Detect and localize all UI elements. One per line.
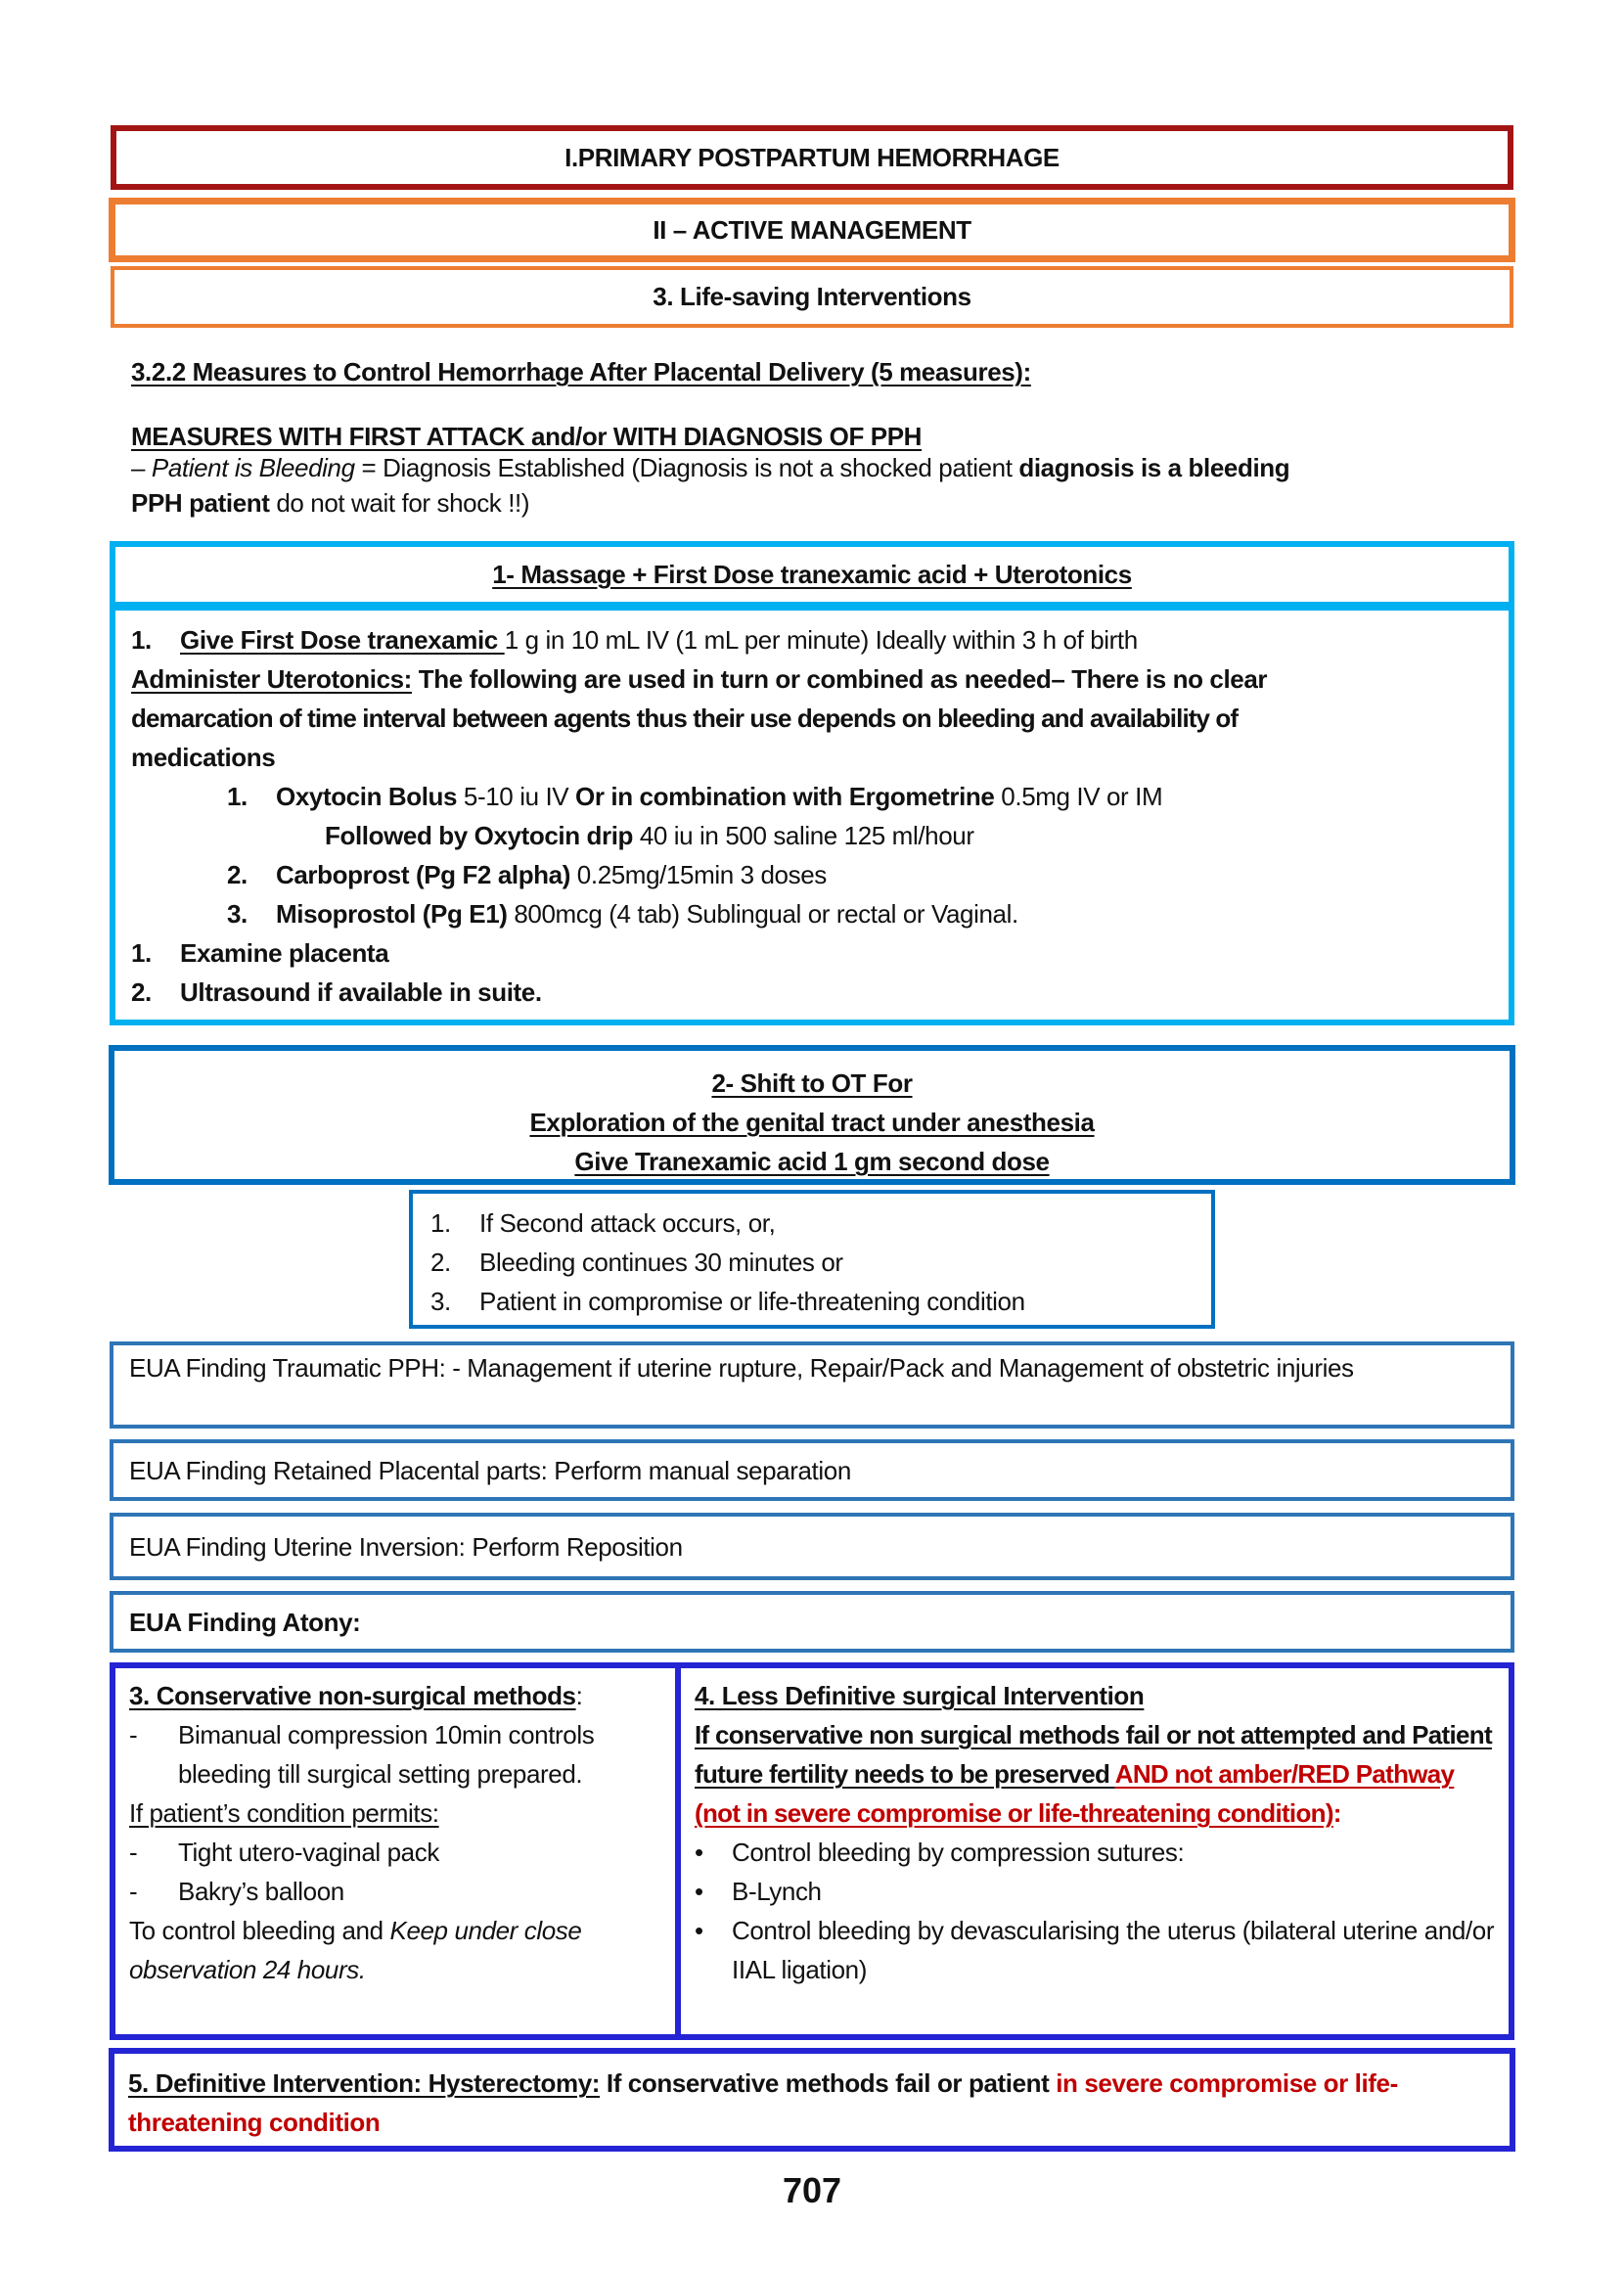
bullet-text: Control bleeding by compression sutures: bbox=[732, 1838, 1185, 1867]
step2-line: Exploration of the genital tract under anesthesia bbox=[529, 1108, 1095, 1137]
item-number: 1. bbox=[430, 1208, 451, 1238]
drug-oxytocin bbox=[131, 777, 1509, 816]
title-life-saving-text: 3. Life-saving Interventions bbox=[653, 282, 971, 311]
item-number: 3. bbox=[430, 1287, 451, 1316]
drip-text: 40 iu in 500 saline 125 ml/hour bbox=[633, 821, 974, 850]
section-heading: 3.2.2 Measures to Control Hemorrhage After Placental Delivery (5 measures): bbox=[131, 357, 1031, 386]
item-number: 1. bbox=[131, 938, 152, 968]
step5-text: If conservative methods fail or patient bbox=[600, 2068, 1057, 2098]
closing-text: To control bleeding and bbox=[129, 1916, 390, 1945]
drug-dose: 0.25mg/15min 3 doses bbox=[569, 860, 827, 889]
eua-inversion bbox=[110, 1513, 1514, 1580]
drug-misoprostol bbox=[131, 894, 1509, 933]
closing-italic: Keep under close observation 24 hours. bbox=[129, 1916, 582, 1984]
step3-item bbox=[129, 1872, 661, 1911]
step4-bullet-item bbox=[695, 1872, 1495, 1911]
eua-atony bbox=[110, 1591, 1514, 1653]
bullet-text: Control bleeding by devascularising the uterus (bilateral uterine and/or IIAL ligation) bbox=[732, 1916, 1495, 1984]
item-number: 2. bbox=[131, 977, 152, 1007]
eua-retained-text: EUA Finding Retained Placental parts: Perform manual separation bbox=[129, 1456, 851, 1485]
drip-label: Followed by Oxytocin drip bbox=[325, 821, 634, 850]
tail-item bbox=[131, 973, 1509, 1012]
step3-item bbox=[129, 1715, 661, 1793]
drug-name: Misoprostol (Pg E1) bbox=[276, 899, 508, 929]
drug-name: Oxytocin Bolus bbox=[276, 782, 458, 811]
step4-condition-text: If conservative non surgical methods fail or not attempted and Patient future fertility needs to be preserved bbox=[695, 1720, 1492, 1789]
step1-body bbox=[110, 605, 1514, 1025]
tail-text: Examine placenta bbox=[180, 938, 389, 968]
bullet-icon: • bbox=[695, 1916, 703, 1945]
drug-combination-dose: 0.5mg IV or IM bbox=[994, 782, 1163, 811]
title-active-management bbox=[109, 198, 1515, 262]
eua-traumatic bbox=[110, 1341, 1514, 1429]
step4-condition bbox=[695, 1715, 1495, 1833]
step3-heading bbox=[129, 1676, 661, 1715]
section-intro bbox=[131, 450, 1520, 521]
intro-dash: – bbox=[131, 453, 152, 482]
step5-red-text: in severe compromise or life-threatening condition bbox=[128, 2068, 1398, 2137]
step4-bullet-item bbox=[695, 1911, 1495, 1989]
step2-line: 2- Shift to OT For bbox=[711, 1068, 913, 1098]
uterotonics-line3: medications bbox=[131, 743, 276, 772]
title-active-management-text: II – ACTIVE MANAGEMENT bbox=[653, 214, 971, 245]
step3-item-text: Tight utero-vaginal pack bbox=[178, 1838, 439, 1867]
eua-traumatic-text: EUA Finding Traumatic PPH: - Management if uterine rupture, Repair/Pack and Management of obstetric injuries bbox=[129, 1353, 1354, 1383]
eua-retained bbox=[110, 1439, 1514, 1501]
drug-dose: 5-10 iu IV bbox=[457, 782, 576, 811]
uterotonics-label: Administer Uterotonics: bbox=[131, 664, 412, 694]
condition-text: Bleeding continues 30 minutes or bbox=[479, 1248, 843, 1277]
step4-condition-red: AND not amber/RED Pathway (not in severe compromise or life-threatening condition) bbox=[695, 1759, 1455, 1828]
step3-colon: : bbox=[575, 1681, 583, 1710]
drug-oxytocin-drip bbox=[131, 816, 1509, 855]
eua-inversion-text: EUA Finding Uterine Inversion: Perform Reposition bbox=[129, 1532, 683, 1562]
uterotonics-line2: demarcation of time interval between agents thus their use depends on bleeding and availability of bbox=[131, 704, 1239, 733]
step5-label: 5. Definitive Intervention: Hysterectomy: bbox=[128, 2068, 601, 2098]
item-number: 3. bbox=[227, 899, 248, 929]
step3-title: 3. Conservative non-surgical methods bbox=[129, 1681, 576, 1710]
step1-item1 bbox=[131, 620, 1509, 659]
item-number: 2. bbox=[430, 1248, 451, 1277]
dash-marker: - bbox=[129, 1838, 138, 1867]
bullet-text: B-Lynch bbox=[732, 1877, 822, 1906]
uterotonics-text: The following are used in turn or combined as needed– There is no clear bbox=[411, 664, 1268, 694]
intro-italic: Patient is Bleeding bbox=[151, 453, 355, 482]
title-life-saving bbox=[111, 266, 1513, 328]
intro-text-2: do not wait for shock !!) bbox=[269, 488, 530, 518]
step2-conditions bbox=[409, 1190, 1215, 1329]
condition-text: Patient in compromise or life-threatening condition bbox=[479, 1287, 1025, 1316]
step3-item-text: Bakry’s balloon bbox=[178, 1877, 344, 1906]
bullet-icon: • bbox=[695, 1838, 703, 1867]
step2-box bbox=[109, 1045, 1515, 1185]
drug-dose: 800mcg (4 tab) Sublingual or rectal or Vaginal. bbox=[507, 899, 1018, 929]
step4-bullet-item bbox=[695, 1833, 1495, 1872]
condition-item bbox=[430, 1203, 1211, 1243]
step3-box bbox=[110, 1662, 681, 2040]
dash-marker: - bbox=[129, 1720, 138, 1749]
item1-label: Give First Dose tranexamic bbox=[180, 625, 505, 655]
title-primary-pph-text: I.PRIMARY POSTPARTUM HEMORRHAGE bbox=[564, 142, 1060, 172]
intro-bold: diagnosis is a bleeding bbox=[1018, 453, 1290, 482]
dash-marker: - bbox=[129, 1877, 138, 1906]
eua-atony-text: EUA Finding Atony: bbox=[129, 1608, 361, 1637]
step1-header bbox=[110, 541, 1514, 608]
step2-line: Give Tranexamic acid 1 gm second dose bbox=[574, 1147, 1050, 1176]
title-primary-pph bbox=[111, 125, 1513, 190]
item-number: 1. bbox=[131, 625, 152, 655]
condition-item bbox=[430, 1282, 1211, 1321]
condition-text: If Second attack occurs, or, bbox=[479, 1208, 776, 1238]
drug-name: Carboprost (Pg F2 alpha) bbox=[276, 860, 570, 889]
drug-carboprost bbox=[131, 855, 1509, 894]
step3-item-text: Bimanual compression 10min controls bleeding till surgical setting prepared. bbox=[178, 1720, 595, 1789]
item-number: 1. bbox=[227, 782, 248, 811]
step3-permits: If patient’s condition permits: bbox=[129, 1798, 439, 1828]
step4-colon: : bbox=[1332, 1798, 1341, 1828]
uterotonics-line1 bbox=[131, 659, 1509, 699]
section-subheading: MEASURES WITH FIRST ATTACK and/or WITH DIAGNOSIS OF PPH bbox=[131, 422, 923, 451]
item-number: 2. bbox=[227, 860, 248, 889]
step5-box bbox=[109, 2048, 1515, 2152]
step3-item bbox=[129, 1833, 661, 1872]
condition-item bbox=[430, 1243, 1211, 1282]
drug-combination: Or in combination with Ergometrine bbox=[575, 782, 995, 811]
intro-text: = Diagnosis Established (Diagnosis is not a shocked patient bbox=[354, 453, 1019, 482]
step4-title: 4. Less Definitive surgical Intervention bbox=[695, 1681, 1145, 1710]
bullet-icon: • bbox=[695, 1877, 703, 1906]
tail-item bbox=[131, 933, 1509, 973]
item1-text: 1 g in 10 mL IV (1 mL per minute) Ideally within 3 h of birth bbox=[504, 625, 1138, 655]
step1-title: 1- Massage + First Dose tranexamic acid + Uterotonics bbox=[492, 559, 1132, 589]
tail-text: Ultrasound if available in suite. bbox=[180, 977, 542, 1007]
step3-closing bbox=[129, 1911, 661, 1989]
page-number: 707 bbox=[782, 2170, 842, 2210]
intro-bold-2: PPH patient bbox=[131, 488, 270, 518]
step4-box bbox=[675, 1662, 1514, 2040]
